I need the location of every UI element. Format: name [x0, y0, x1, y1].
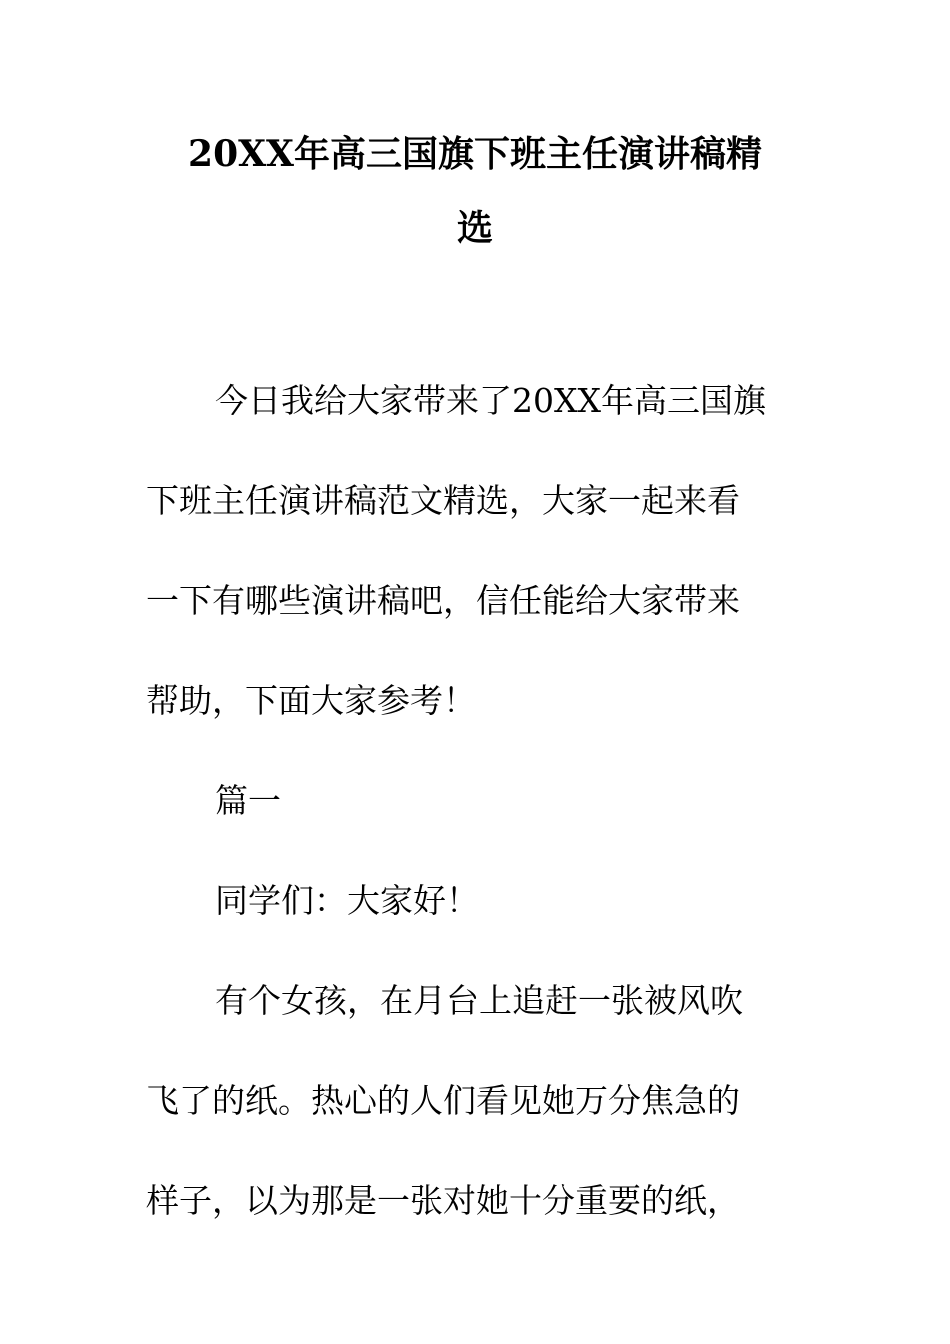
paragraph-line: 今日我给大家带来了20XX年高三国旗	[215, 381, 766, 420]
paragraph-line: 有个女孩，在月台上追赶一张被风吹	[215, 981, 743, 1020]
document-title-line-2: 选	[456, 207, 493, 249]
paragraph-line: 样子，以为那是一张对她十分重要的纸，	[146, 1181, 740, 1220]
paragraph-line: 飞了的纸。热心的人们看见她万分焦急的	[146, 1081, 740, 1120]
document-title-line-1: 20XX年高三国旗下班主任演讲稿精	[188, 133, 762, 175]
paragraph-line: 帮助，下面大家参考！	[146, 681, 476, 720]
section-heading: 篇一	[215, 781, 281, 820]
paragraph-line: 下班主任演讲稿范文精选，大家一起来看	[146, 481, 740, 520]
greeting-line: 同学们：大家好！	[215, 881, 479, 920]
paragraph-line: 一下有哪些演讲稿吧，信任能给大家带来	[146, 581, 740, 620]
